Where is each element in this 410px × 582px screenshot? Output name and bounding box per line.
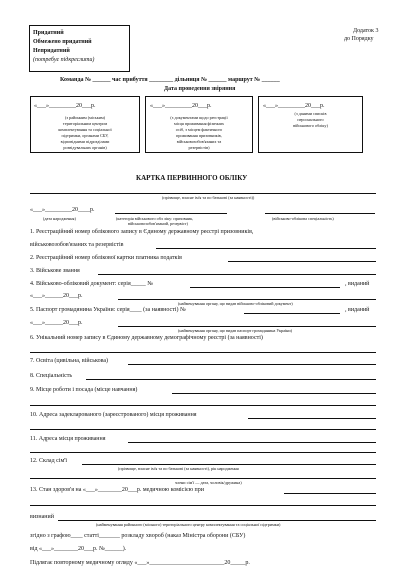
field-12-label: 12. Склад сім'ї	[30, 458, 68, 464]
field-6-line	[30, 352, 376, 353]
field-5-tail: , виданий	[345, 307, 370, 313]
check-date-label: Дата проведення звіряння	[164, 86, 236, 92]
field-11-line-2	[30, 452, 376, 453]
field-8-label: 8. Спеціальність	[30, 373, 73, 379]
check-date-3: «___»_________20___р.	[263, 103, 325, 109]
mark-limited: Обмежено придатний	[33, 39, 92, 45]
check-date-2: «___»_________20___р.	[150, 103, 212, 109]
field-13-recheck: Підлягає повторному медичному огляду «___»_________________________20_____р.	[30, 560, 250, 566]
field-13-schedule: згідно з графою____ статті_______ розкладу хвороб (наказ Міністра оборони (СБУ)	[30, 533, 246, 539]
field-2-line	[228, 261, 376, 262]
field-10-line	[248, 418, 376, 419]
birth-caption: (дата народження)	[43, 216, 76, 221]
check-caption-3c: військового обліку)	[293, 123, 328, 128]
field-13-recognized: визнаний	[30, 514, 54, 520]
field-13-line-2	[30, 505, 376, 506]
name-caption: (прізвище, власне ім'я та по батькові (за наявності))	[162, 195, 255, 200]
field-9-label: 9. Місце роботи і посада (місце навчання)	[30, 387, 138, 393]
specialty-caption: (військово-облікова спеціальність)	[272, 216, 334, 221]
field-8-line	[86, 379, 376, 380]
check-caption-2d: проживання призовників,	[176, 133, 222, 138]
field-5-caption: (найменування органу, що видав паспорт громадянина України)	[178, 328, 293, 333]
field-10-label: 10. Адреса задекларованого (зареєстрованого) місця проживання	[30, 412, 197, 418]
check-caption-1c: комплектування та соціальної	[58, 127, 112, 132]
mark-note: (потребує підкреслити)	[33, 57, 95, 63]
field-5-label: 5. Паспорт громадянина України: серія____ (за наявності) №	[30, 307, 186, 313]
field-11-label: 11. Адреса місця проживання	[30, 436, 106, 442]
field-4-issuer-line	[118, 299, 376, 300]
check-caption-2f: резервістів)	[188, 145, 210, 150]
field-4-date: «___»______20___р.	[30, 293, 83, 299]
field-4-caption: (найменування органу, що видав військово-обліковий документ)	[178, 301, 293, 306]
field-12-caption: (прізвище, власне ім'я та по батькові (за наявності), рік народження	[118, 466, 239, 471]
field-1-label: 1. Реєстраційний номер облікового запису в Єдиному державному реєстрі призовників,	[30, 229, 254, 235]
check-caption-2e: військовозобов'язаних та	[176, 139, 222, 144]
field-1-label-cont: військовозобов'язаних та резервістів	[30, 242, 124, 248]
check-caption-3a: (з даними списків	[294, 111, 327, 116]
field-12-line-2	[30, 478, 376, 479]
check-caption-1b: територіальним центром	[62, 121, 108, 126]
field-5-line	[244, 313, 340, 314]
category-caption-a: (категорія військового обл ліку: призовник,	[116, 216, 194, 221]
field-7-line	[128, 364, 376, 365]
field-2-label: 2. Реєстраційний номер облікової картки платника податків	[30, 255, 182, 261]
field-9-line-2	[30, 405, 376, 406]
check-caption-1f: розвідувальних органів)	[63, 145, 107, 150]
check-date-1: «___»_________20___р.	[34, 103, 96, 109]
field-12-line	[82, 464, 376, 465]
field-4-label: 4. Військово-обліковий документ: серія_____ №	[30, 281, 153, 287]
field-12-caption-2: члени сім'ї — дата, чоловік/дружина)	[175, 480, 242, 485]
category-line	[115, 213, 227, 214]
field-13-label: 13. Стан здоров'я на «___»________20___р. медичною комісією при	[30, 487, 204, 493]
field-13-order: від «___»________20___р. №______).	[30, 546, 127, 552]
annex-number: Додаток 3	[353, 28, 379, 34]
check-caption-3b: персонального	[297, 117, 324, 122]
field-9-line	[172, 393, 376, 394]
field-7-label: 7. Освіта (цивільна, військова)	[30, 358, 109, 364]
team-line: Команда № ______ час прибуття ________ дільниця № ______ маршрут № ______	[60, 77, 280, 83]
field-5-issuer-line	[118, 326, 376, 327]
field-13-recognized-line	[58, 520, 376, 521]
field-4-line	[190, 287, 340, 288]
check-caption-1e: відповідними підрозділами	[60, 139, 110, 144]
field-5-date: «___»______20___р.	[30, 320, 83, 326]
name-line	[30, 193, 376, 194]
birth-date: «___»_________20____р.	[30, 207, 95, 213]
field-6-label: 6. Унікальний номер запису в Єдиному державному демографічному реєстрі (за наявності)	[30, 335, 263, 341]
page-title: КАРТКА ПЕРВИННОГО ОБЛІКУ	[136, 174, 248, 182]
field-10-line-2	[30, 429, 376, 430]
specialty-line	[265, 213, 375, 214]
field-11-line	[128, 442, 376, 443]
field-13-caption: (найменування районного (міського) територіального центру комплектування та соціальної підтримки)	[96, 522, 281, 527]
check-caption-1d: підтримки, органами СБУ,	[61, 133, 109, 138]
mark-unfit: Непридатний	[33, 48, 70, 54]
check-caption-1a: (з районним (міським)	[64, 115, 106, 120]
check-caption-2c: осіб, з місцем фактичного	[175, 127, 223, 132]
field-3-label: 3. Військове звання	[30, 268, 80, 274]
check-caption-2a: (з документами щодо реєстрації	[170, 115, 228, 120]
field-1-line	[156, 248, 376, 249]
check-caption-2b: місця проживання фізичних	[173, 121, 225, 126]
field-13-line	[284, 493, 376, 494]
field-4-tail: , виданий	[345, 281, 370, 287]
mark-fit: Придатний	[33, 30, 64, 36]
category-caption-b: військовозобов'язаний, резервіст)	[128, 221, 188, 226]
field-3-line	[98, 274, 376, 275]
annex-ref: до Порядку	[344, 36, 374, 42]
